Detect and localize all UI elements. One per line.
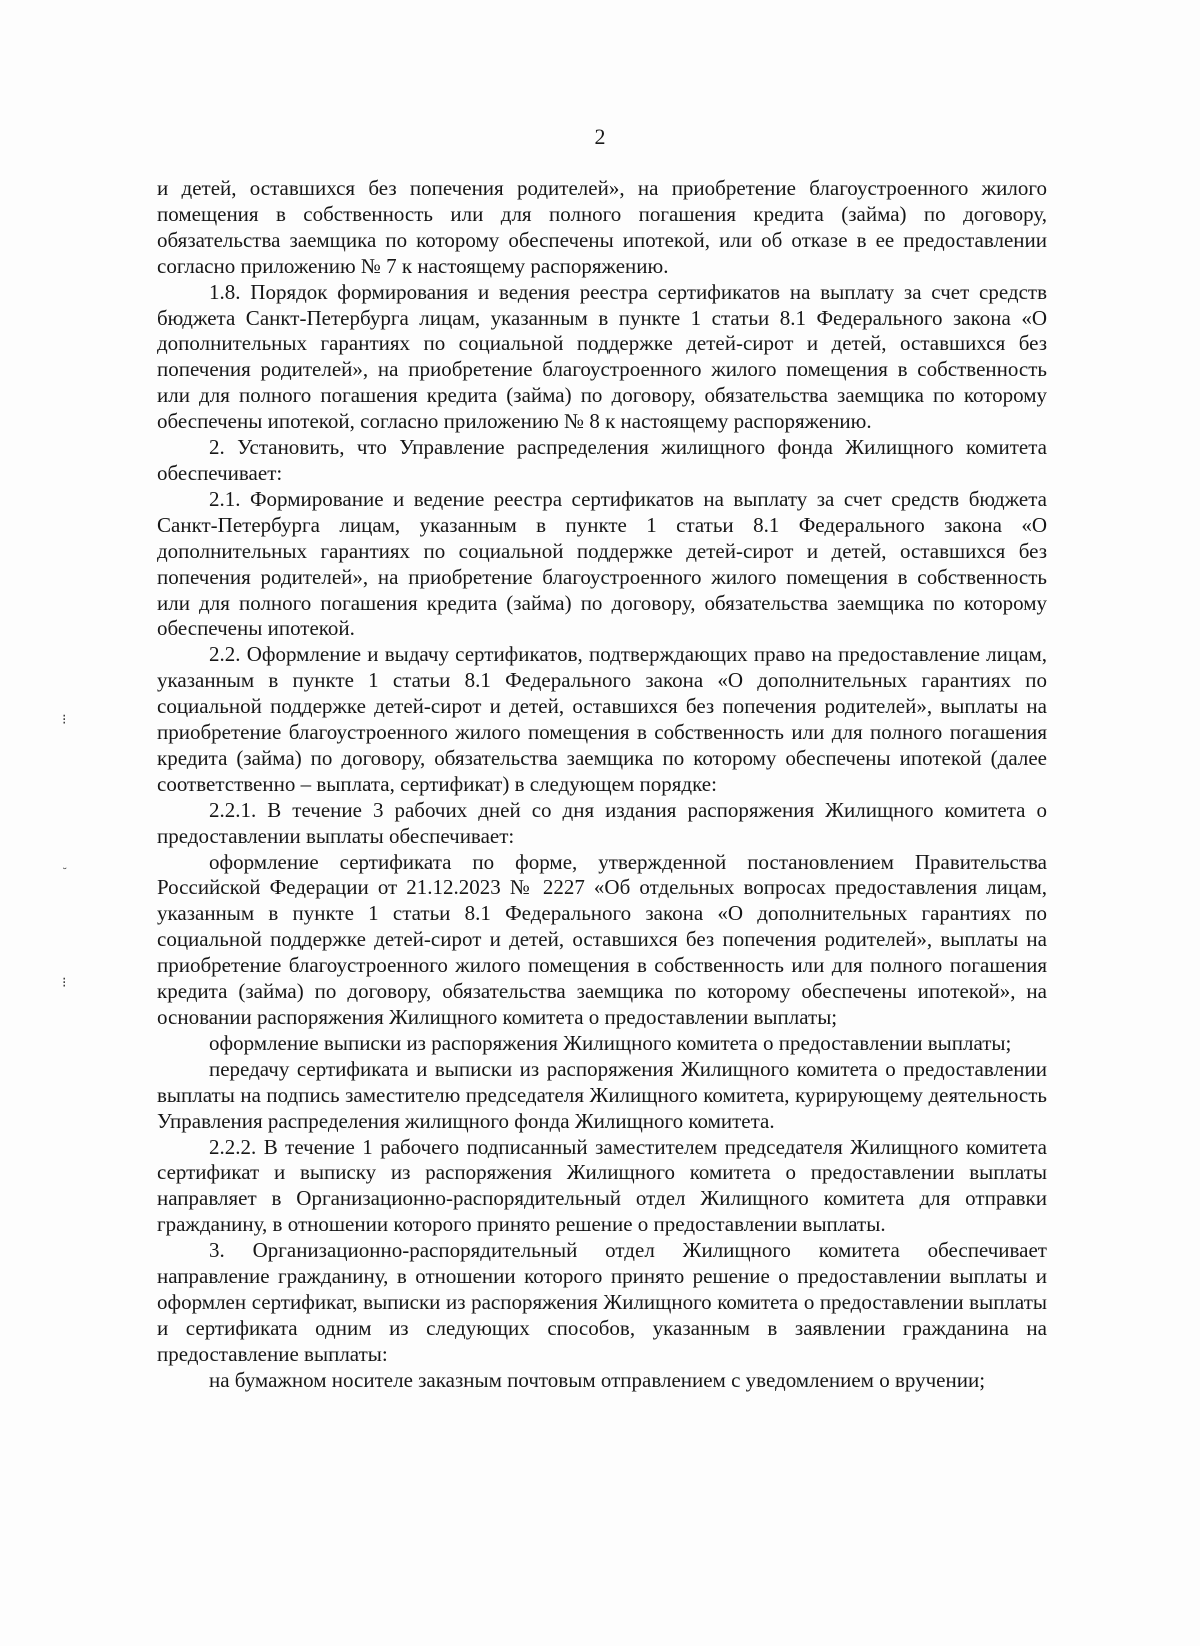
paragraph-3: 3. Организационно-распорядительный отдел Жилищного комитета обеспечивает направление гражданину, в отношении которого принято решение о предоставлении выплаты и оформлен сертификат, выписки из распоряжения Жилищного комитета о предоставлении выплаты и сертификата одним из следующих способов, указанным в заявлении гражданина на предоставление выплаты: <box>157 1238 1047 1366</box>
paragraph-paper-delivery: на бумажном носителе заказным почтовым отправлением с уведомлением о вручении; <box>209 1367 986 1392</box>
paragraph-2-1: 2.1. Формирование и ведение реестра сертификатов на выплату за счет средств бюджета Санкт-Петербурга лицам, указанным в пункте 1 статьи 8.1 Федерального закона «О дополнительных гарантиях по социальной поддержке детей-сирот и детей, оставшихся без попечения родителей», на приобретение благоустроенного жилого помещения в собственность или для полного погашения кредита (займа) по договору, обязательства заемщика по которому обеспечены ипотекой. <box>157 486 1047 641</box>
paragraph-2: 2. Установить, что Управление распределения жилищного фонда Жилищного комитета обеспечивает: <box>157 435 1047 485</box>
scan-artifact-mark: ⁝ <box>62 975 67 991</box>
scan-artifact-mark: ⁝ <box>62 712 67 728</box>
page-number: 2 <box>594 124 606 149</box>
paragraph-1-8: 1.8. Порядок формирования и ведения реестра сертификатов на выплату за счет средств бюджета Санкт-Петербурга лицам, указанным в пункте 1 статьи 8.1 Федерального закона «О дополнительных гарантиях по социальной поддержке детей-сирот и детей, оставшихся без попечения родителей», на приобретение благоустроенного жилого помещения в собственность или для полного погашения кредита (займа) по договору, обязательства заемщика по которому обеспечены ипотекой, согласно приложению № 8 к настоящему распоряжению. <box>157 279 1047 434</box>
paragraph-transfer: передачу сертификата и выписки из распоряжения Жилищного комитета о предоставлении выплаты на подпись заместителю председателя Жилищного комитета, курирующему деятельность Управления распределения жилищного фонда Жилищного комитета. <box>157 1056 1047 1133</box>
paragraph-extract-form: оформление выписки из распоряжения Жилищного комитета о предоставлении выплаты; <box>209 1030 1012 1055</box>
paragraph-2-2-1: 2.2.1. В течение 3 рабочих дней со дня издания распоряжения Жилищного комитета о предоставлении выплаты обеспечивает: <box>157 797 1047 848</box>
paragraph-certificate-form: оформление сертификата по форме, утвержденной постановлением Правительства Российской Федерации от 21.12.2023 № 2227 «Об отдельных вопросах предоставления лицам, указанным в пункте 1 статьи 8.1 Федерального закона «О дополнительных гарантиях по социальной поддержке детей-сирот и детей, оставшихся без попечения родителей», выплаты на приобретение благоустроенного жилого помещения в собственность или для полного погашения кредита (займа) по договору, обязательства заемщика по которому обеспечены ипотекой», на основании распоряжения Жилищного комитета о предоставлении выплаты; <box>157 849 1047 1029</box>
paragraph-2-2-2: 2.2.2. В течение 1 рабочего подписанный заместителем председателя Жилищного комитета сертификат и выписку из распоряжения Жилищного комитета о предоставлении выплаты направляет в Организационно-распорядительный отдел Жилищного комитета для отправки гражданину, в отношении которого принято решение о предоставлении выплаты. <box>157 1134 1047 1237</box>
paragraph-2-2: 2.2. Оформление и выдачу сертификатов, подтверждающих право на предоставление лицам, указанным в пункте 1 статьи 8.1 Федерального закона «О дополнительных гарантиях по социальной поддержке детей-сирот и детей, оставшихся без попечения родителей», выплаты на приобретение благоустроенного жилого помещения в собственность или для полного погашения кредита (займа) по договору, обязательства заемщика по которому обеспечены ипотекой (далее соответственно – выплата, сертификат) в следующем порядке: <box>157 642 1047 796</box>
document-body <box>157 176 1047 1394</box>
scan-artifact-mark: ˘ <box>62 866 68 879</box>
paragraph-continuation: и детей, оставшихся без попечения родителей», на приобретение благоустроенного жилого помещения в собственность или для полного погашения кредита (займа) по договору, обязательства заемщика по которому обеспечены ипотекой, или об отказе в ее предоставлении согласно приложению № 7 к настоящему распоряжению. <box>157 176 1047 278</box>
